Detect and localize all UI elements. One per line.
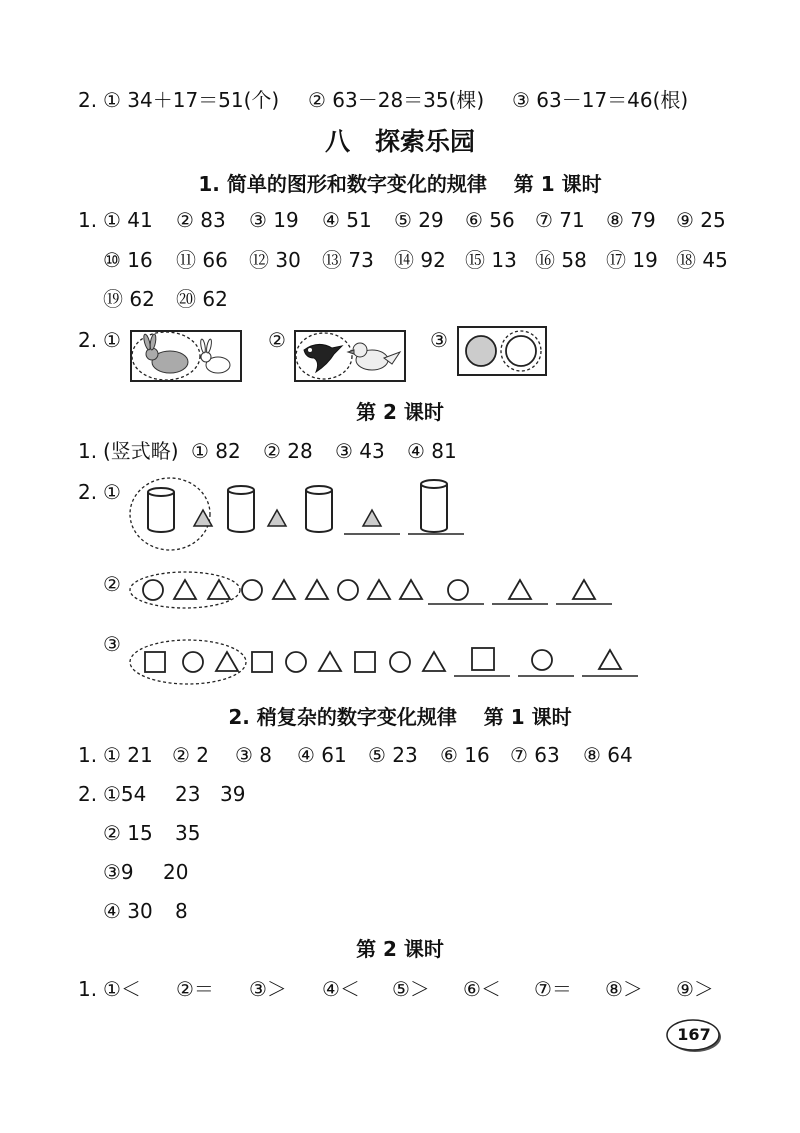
circle-shape xyxy=(338,580,358,600)
gray-circle-shape xyxy=(466,336,496,366)
answer-item: ② 28 xyxy=(263,439,313,463)
circle-shape xyxy=(286,652,306,672)
section-title: 1. 简单的图形和数字变化的规律 第 1 课时 xyxy=(198,172,602,196)
answer-item: ① 34＋17＝51(个) xyxy=(103,88,280,112)
triangle-shape xyxy=(268,510,286,526)
answer-item: ⑬ 73 xyxy=(322,248,374,272)
circle-shape xyxy=(183,652,203,672)
question-number: 1. xyxy=(78,743,98,767)
square-shape xyxy=(472,648,494,670)
answer-item: ⑪ 66 xyxy=(176,248,228,272)
triangle-shape xyxy=(319,652,341,671)
answer-item: ⑳ 62 xyxy=(176,287,228,311)
answer-item: ③ 19 xyxy=(249,208,299,232)
page-number: 167 xyxy=(677,1025,711,1044)
bird-picture-box xyxy=(294,330,406,382)
answer-item: ③9 xyxy=(103,860,134,884)
triangle-shape xyxy=(400,580,422,599)
square-shape xyxy=(355,652,375,672)
cylinder-shape xyxy=(148,488,174,532)
question-number: 1. xyxy=(78,977,98,1001)
sub-label: ① xyxy=(103,480,121,504)
cylinder-shape xyxy=(306,486,332,532)
sub-label: ③ xyxy=(103,632,121,656)
sub-label: ② xyxy=(103,572,121,596)
answer-note: (竖式略) xyxy=(103,439,179,463)
triangle-shape xyxy=(368,580,390,599)
sub-label: ② xyxy=(268,328,286,352)
question-number: 1. xyxy=(78,208,98,232)
question-number: 2. xyxy=(78,88,98,112)
answer-item: ①54 xyxy=(103,782,147,806)
answer-item: ⑧ 64 xyxy=(583,743,633,767)
answer-item: ⑥ 56 xyxy=(465,208,515,232)
rabbit-picture-box xyxy=(130,330,242,382)
dashed-circle xyxy=(130,572,240,608)
answer-item: ② 63－28＝35(棵) xyxy=(308,88,485,112)
answer-item: ③ 63－17＝46(根) xyxy=(512,88,689,112)
triangle-shape xyxy=(423,652,445,671)
lesson-title: 第 2 课时 xyxy=(356,400,444,424)
answer-item: ⑲ 62 xyxy=(103,287,155,311)
answer-item: ② 2 xyxy=(172,743,210,767)
circle-shape xyxy=(390,652,410,672)
answer-item: ③＞ xyxy=(249,977,287,1001)
question-number: 1. xyxy=(78,439,98,463)
answer-item: 35 xyxy=(175,821,201,845)
answer-item: ⑥ 16 xyxy=(440,743,490,767)
triangle-shape xyxy=(216,652,238,671)
answer-item: ③ 8 xyxy=(235,743,273,767)
answer-item: ③ 43 xyxy=(335,439,385,463)
answer-item: ⑤ 23 xyxy=(368,743,418,767)
answer-item: ⑭ 92 xyxy=(394,248,446,272)
answer-item: ⑨ 25 xyxy=(676,208,726,232)
cylinder-shape xyxy=(421,480,447,532)
answer-item: ④ 51 xyxy=(322,208,372,232)
answer-item: 8 xyxy=(175,899,188,923)
sub-label: ① xyxy=(103,328,121,352)
triangle-shape xyxy=(306,580,328,599)
answer-item: ① 41 xyxy=(103,208,153,232)
answer-item: ⑤ 29 xyxy=(394,208,444,232)
circle-picture-box xyxy=(457,326,547,376)
square-shape xyxy=(252,652,272,672)
triangle-shape xyxy=(509,580,531,599)
answer-item: ④ 61 xyxy=(297,743,347,767)
answer-item: ⑯ 58 xyxy=(535,248,587,272)
answer-item: ④ 30 xyxy=(103,899,153,923)
answer-item: ① 21 xyxy=(103,743,153,767)
lesson-title: 第 2 课时 xyxy=(356,937,444,961)
cylinder-pattern xyxy=(128,478,468,554)
answer-item: ⑦ 71 xyxy=(535,208,585,232)
answer-item: ⑨＞ xyxy=(676,977,714,1001)
answer-item: ⑤＞ xyxy=(392,977,430,1001)
answer-item: ②＝ xyxy=(176,977,214,1001)
answer-item: ⑮ 13 xyxy=(465,248,517,272)
triangle-shape xyxy=(174,580,196,599)
answer-item: ⑩ 16 xyxy=(103,248,153,272)
question-number: 2. xyxy=(78,480,98,504)
answer-item: ④＜ xyxy=(322,977,360,1001)
triangle-shape xyxy=(599,650,621,669)
section-title: 2. 稍复杂的数字变化规律 第 1 课时 xyxy=(228,705,572,729)
answer-item: 20 xyxy=(163,860,189,884)
answer-item: ⑥＜ xyxy=(463,977,501,1001)
circle-shape xyxy=(143,580,163,600)
answer-item: 23 xyxy=(175,782,201,806)
answer-item: ④ 81 xyxy=(407,439,457,463)
sub-label: ③ xyxy=(430,328,448,352)
circle-shape xyxy=(448,580,468,600)
triangle-shape xyxy=(573,580,595,599)
circle-shape xyxy=(532,650,552,670)
answer-item: ⑰ 19 xyxy=(606,248,658,272)
triangle-shape xyxy=(208,580,230,599)
circle-shape xyxy=(242,580,262,600)
cylinder-shape xyxy=(228,486,254,532)
answer-item: ①＜ xyxy=(103,977,141,1001)
square-shape xyxy=(145,652,165,672)
chapter-title: 八 探索乐园 xyxy=(324,127,475,156)
answer-item: ② 15 xyxy=(103,821,153,845)
answer-item: ① 82 xyxy=(191,439,241,463)
answer-item: ⑱ 45 xyxy=(676,248,728,272)
question-number: 2. xyxy=(78,782,98,806)
square-circle-triangle-pattern xyxy=(128,638,648,690)
answer-item: ⑦＝ xyxy=(534,977,572,1001)
answer-item: 39 xyxy=(220,782,246,806)
white-circle-shape xyxy=(506,336,536,366)
triangle-shape xyxy=(363,510,381,526)
answer-item: ⑧ 79 xyxy=(606,208,656,232)
answer-item: ⑫ 30 xyxy=(249,248,301,272)
triangle-shape xyxy=(273,580,295,599)
question-number: 2. xyxy=(78,328,98,352)
dashed-circle xyxy=(130,640,246,684)
answer-item: ⑧＞ xyxy=(605,977,643,1001)
circle-triangle-pattern xyxy=(128,570,618,610)
triangle-shape xyxy=(194,510,212,526)
answer-item: ② 83 xyxy=(176,208,226,232)
answer-item: ⑦ 63 xyxy=(510,743,560,767)
